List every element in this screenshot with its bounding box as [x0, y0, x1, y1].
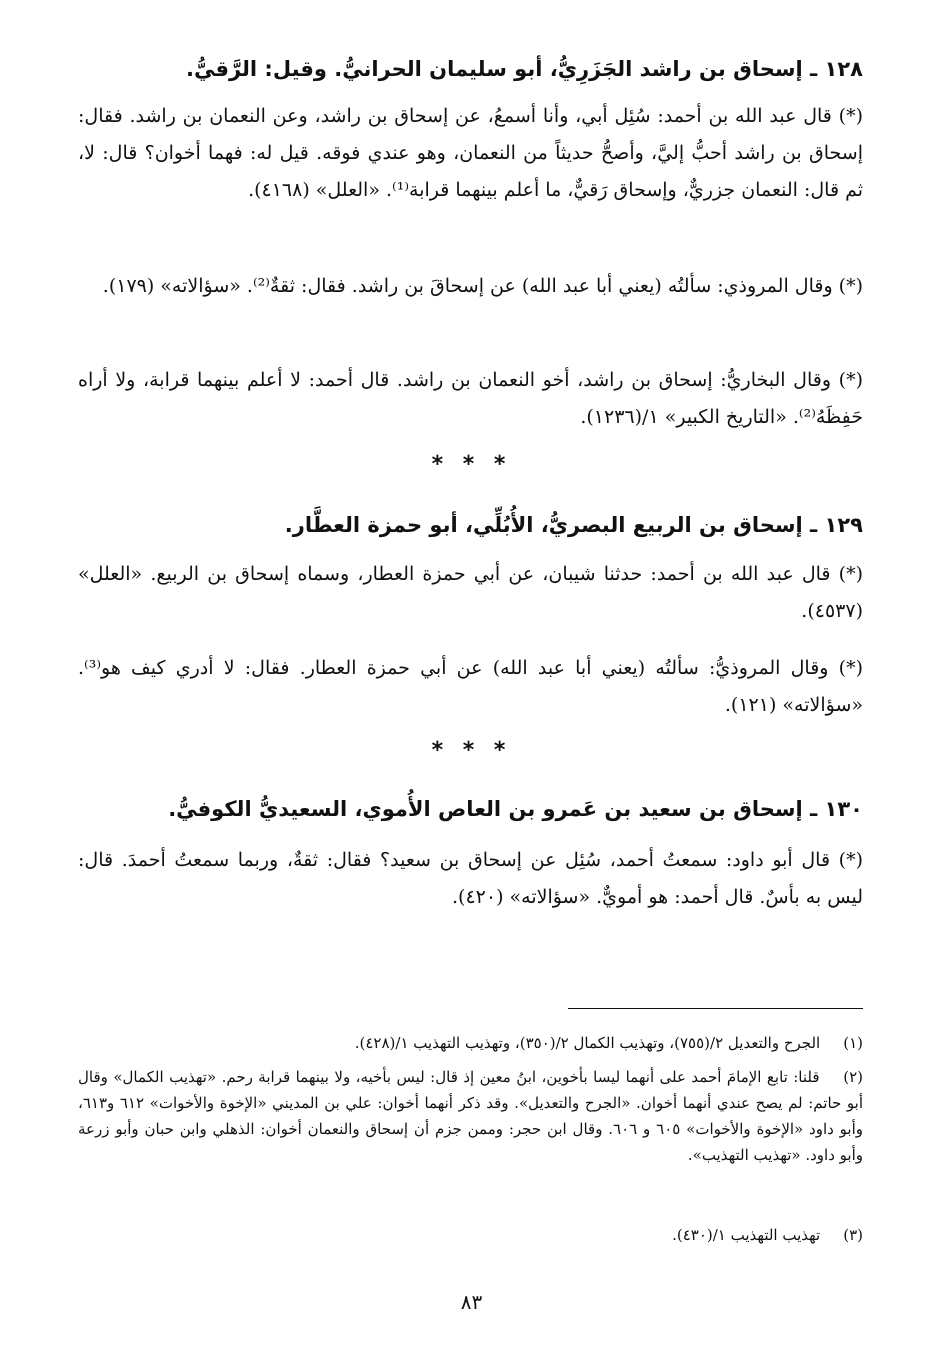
entry-128-paragraph-2: (*) وقال المروذي: سألتُه (يعني أبا عبد الله) عن إسحاقَ بن راشد. فقال: ثقةٌ⁽²⁾. «سؤالاته» (١٧٩).	[102, 275, 863, 297]
footnote-number: (٢)	[843, 1068, 863, 1086]
entry-129-paragraph-1: (*) قال عبد الله بن أحمد: حدثنا شيبان، عن أبي حمزة العطار، وسماه إسحاق بن الربيع. «العلل» (٤٥٣٧).	[78, 563, 863, 622]
section-separator: * * *	[431, 738, 512, 763]
footnote-3	[78, 1222, 863, 1248]
entry-128-paragraph-3: (*) وقال البخاريُّ: إسحاق بن راشد، أخو النعمان بن راشد. قال أحمد: لا أعلم بينهما قرابة، ولا أراه حَفِظَهُ⁽²⁾. «التاريخ الكبير» ١/(١٢٣٦).	[78, 369, 863, 428]
entry-130-paragraph-1: (*) قال أبو داود: سمعتُ أحمد، سُئِل عن إسحاق بن سعيد؟ فقال: ثقةٌ، وربما سمعتُ أحمدَ. قال: ليس به بأسٌ. قال أحمد: هو أمويٌّ. «سؤالاته» (٤٢٠).	[78, 849, 863, 908]
footnote-2	[78, 1064, 863, 1168]
entry-heading-129: ١٢٩ ـ إسحاق بن الربيع البصريُّ، الأُبُلِّي، أبو حمزة العطَّار.	[284, 513, 863, 537]
footnote-text: تهذيب التهذيب ١/(٤٣٠).	[672, 1226, 821, 1244]
page-number: ٨٣	[460, 1290, 483, 1314]
entry-heading-130: ١٣٠ ـ إسحاق بن سعيد بن عَمرو بن العاص الأُموي، السعيديُّ الكوفيُّ.	[168, 797, 863, 821]
footnote-number: (١)	[843, 1034, 863, 1052]
entry-heading-128: ١٢٨ ـ إسحاق بن راشد الجَزَرِيُّ، أبو سليمان الحرانيُّ. وقيل: الرَّقيُّ.	[186, 57, 863, 81]
section-separator: * * *	[431, 452, 512, 477]
footnote-text: قلنا: تابع الإمامَ أحمد على أنهما ليسا بأخوين، ابنُ معين إذ قال: ليس بأخيه، ولا بينهما قرابة رحم. «تهذيب الكمال» وقال أبو حاتم: لم يصح عندي أنهما أخوان. «الجرح والتعديل». وقد ذكر أنهما أخوان: علي بن المديني «الإخوة والأخوات» ٦١٢ و٦١٣، وأبو داود «الإخوة والأخوات» ٦٠٥ و ٦٠٦. وقال ابن حجر: وممن جزم أن إسحاق والنعمان أخوان: الذهلي وابن حبان وأبو زرعة وأبو داود. «تهذيب التهذيب».	[78, 1068, 863, 1164]
footnote-1	[78, 1030, 863, 1056]
entry-129-paragraph-2: (*) وقال المروذيُّ: سألتُه (يعني أبا عبد الله) عن أبي حمزة العطار. فقال: لا أدري كيف هو⁽³⁾. «سؤالاته» (١٢١).	[78, 657, 863, 716]
footnote-text: الجرح والتعديل ٢/(٧٥٥)، وتهذيب الكمال ٢/(٣٥٠)، وتهذيب التهذيب ١/(٤٢٨).	[354, 1034, 821, 1052]
footnote-number: (٣)	[843, 1226, 863, 1244]
footnote-divider	[568, 1008, 863, 1009]
entry-128-paragraph-1: (*) قال عبد الله بن أحمد: سُئِل أبي، وأنا أسمعُ، عن إسحاق بن راشد، وعن النعمان بن راشد. فقال: إسحاق بن راشد أحبُّ إليَّ، وأصحُّ حديثاً من النعمان، وهو عندي فوقه. قيل له: فهما أخوان؟ قال: لا، ثم قال: النعمان جزريٌّ، وإسحاق رَقيٌّ، ما أعلم بينهما قرابة⁽¹⁾. «العلل» (٤١٦٨).	[78, 105, 863, 201]
